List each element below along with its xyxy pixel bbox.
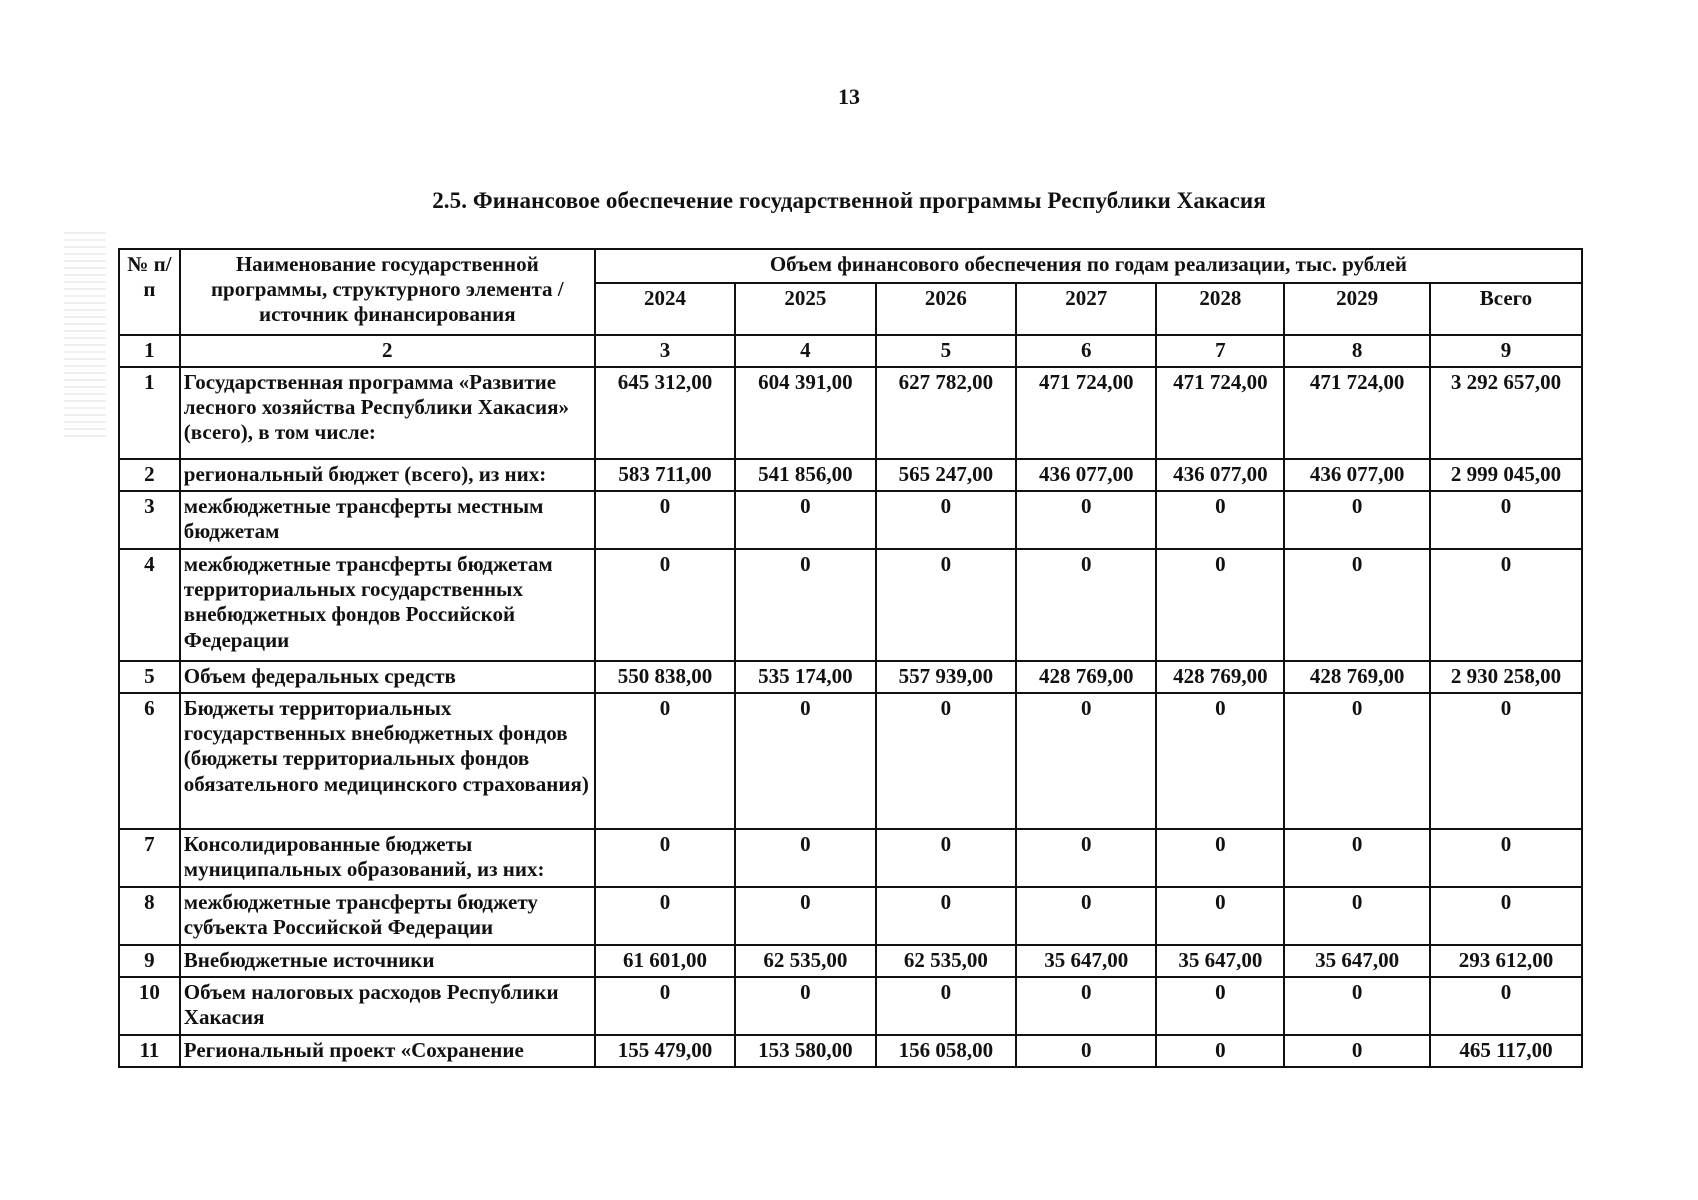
row-value: 0 [1284,693,1430,829]
table-row [119,977,1582,1035]
row-value: 0 [1284,549,1430,661]
row-value: 62 535,00 [876,945,1016,977]
row-number: 10 [119,977,180,1035]
header-year: 2024 [595,283,735,335]
column-index-row [119,335,1582,367]
row-value: 428 769,00 [1156,661,1284,693]
row-value: 0 [735,829,875,887]
table-row [119,661,1582,693]
row-total: 2 930 258,00 [1430,661,1582,693]
row-number: 4 [119,549,180,661]
row-value: 0 [876,829,1016,887]
row-value: 35 647,00 [1016,945,1156,977]
row-value: 436 077,00 [1156,459,1284,491]
header-year: 2027 [1016,283,1156,335]
row-number: 2 [119,459,180,491]
row-value: 471 724,00 [1284,367,1430,459]
column-index: 3 [595,335,735,367]
row-value: 557 939,00 [876,661,1016,693]
row-value: 0 [876,977,1016,1035]
column-index: 4 [735,335,875,367]
row-total: 0 [1430,693,1582,829]
row-total: 3 292 657,00 [1430,367,1582,459]
row-number: 5 [119,661,180,693]
header-total: Всего [1430,283,1582,335]
row-value: 0 [876,693,1016,829]
column-index: 9 [1430,335,1582,367]
row-name: межбюджетные трансферты бюджету субъекта Российской Федерации [180,887,595,945]
table-row [119,829,1582,887]
row-value: 61 601,00 [595,945,735,977]
row-value: 0 [1284,977,1430,1035]
row-number: 9 [119,945,180,977]
financing-table [118,248,1583,1068]
page-number: 13 [838,84,860,109]
row-name: межбюджетные трансферты бюджетам территориальных государственных внебюджетных фондов Российской Федерации [180,549,595,661]
row-number: 8 [119,887,180,945]
table-row [119,367,1582,459]
row-value: 541 856,00 [735,459,875,491]
row-value: 436 077,00 [1016,459,1156,491]
row-number: 7 [119,829,180,887]
row-value: 0 [1284,1035,1430,1067]
row-number: 11 [119,1035,180,1067]
row-total: 0 [1430,829,1582,887]
row-name: Консолидированные бюджеты муниципальных образований, из них: [180,829,595,887]
row-number: 3 [119,491,180,549]
row-name: Бюджеты территориальных государственных внебюджетных фондов (бюджеты территориальных фондов обязательного медицинского страхования) [180,693,595,829]
row-value: 0 [1156,693,1284,829]
row-value: 0 [1156,887,1284,945]
table-row [119,549,1582,661]
row-number: 1 [119,367,180,459]
row-value: 0 [595,693,735,829]
row-value: 471 724,00 [1156,367,1284,459]
row-total: 0 [1430,491,1582,549]
row-value: 62 535,00 [735,945,875,977]
row-value: 35 647,00 [1156,945,1284,977]
row-name: Внебюджетные источники [180,945,595,977]
row-value: 0 [1284,887,1430,945]
column-index: 8 [1284,335,1430,367]
row-value: 0 [1016,977,1156,1035]
row-value: 0 [1156,1035,1284,1067]
row-value: 0 [1016,549,1156,661]
row-value: 0 [1284,491,1430,549]
row-total: 0 [1430,887,1582,945]
row-value: 0 [595,549,735,661]
row-total: 465 117,00 [1430,1035,1582,1067]
row-value: 550 838,00 [595,661,735,693]
row-value: 0 [1016,693,1156,829]
row-value: 0 [1016,491,1156,549]
header-row-1 [119,249,1582,283]
row-value: 0 [1016,829,1156,887]
row-total: 0 [1430,549,1582,661]
row-value: 0 [1284,829,1430,887]
header-year: 2025 [735,283,875,335]
row-total: 293 612,00 [1430,945,1582,977]
row-value: 0 [595,977,735,1035]
row-name: региональный бюджет (всего), из них: [180,459,595,491]
row-value: 627 782,00 [876,367,1016,459]
table-body [119,367,1582,1067]
table-row [119,693,1582,829]
row-name: Региональный проект «Сохранение [180,1035,595,1067]
row-value: 0 [1016,887,1156,945]
row-value: 0 [595,491,735,549]
row-value: 0 [595,887,735,945]
row-number: 6 [119,693,180,829]
section-title: 2.5. Финансовое обеспечение государственной программы Республики Хакасия [432,188,1266,213]
row-value: 0 [1156,829,1284,887]
table-row [119,491,1582,549]
row-value: 565 247,00 [876,459,1016,491]
row-value: 428 769,00 [1284,661,1430,693]
row-name: Объем налоговых расходов Республики Хакасия [180,977,595,1035]
row-value: 0 [1016,1035,1156,1067]
row-value: 0 [1156,549,1284,661]
header-num: № п/п [119,249,180,335]
column-index: 6 [1016,335,1156,367]
row-value: 35 647,00 [1284,945,1430,977]
header-year: 2028 [1156,283,1284,335]
margin-stamp [64,232,106,442]
header-name: Наименование государственной программы, структурного элемента / источник финансирования [180,249,595,335]
row-total: 0 [1430,977,1582,1035]
row-name: межбюджетные трансферты местным бюджетам [180,491,595,549]
row-value: 0 [735,491,875,549]
column-index: 2 [180,335,595,367]
row-value: 0 [876,887,1016,945]
row-value: 471 724,00 [1016,367,1156,459]
row-value: 0 [876,491,1016,549]
column-index: 7 [1156,335,1284,367]
row-value: 0 [1156,491,1284,549]
column-index: 1 [119,335,180,367]
header-year: 2029 [1284,283,1430,335]
row-value: 0 [735,693,875,829]
row-value: 0 [735,549,875,661]
table-row [119,887,1582,945]
column-index: 5 [876,335,1016,367]
row-value: 153 580,00 [735,1035,875,1067]
row-name: Государственная программа «Развитие лесного хозяйства Республики Хакасия» (всего), в том числе: [180,367,595,459]
row-name: Объем федеральных средств [180,661,595,693]
row-value: 583 711,00 [595,459,735,491]
table-row [119,459,1582,491]
row-value: 0 [1156,977,1284,1035]
row-total: 2 999 045,00 [1430,459,1582,491]
row-value: 436 077,00 [1284,459,1430,491]
table-row [119,945,1582,977]
table-row [119,1035,1582,1067]
row-value: 604 391,00 [735,367,875,459]
row-value: 535 174,00 [735,661,875,693]
row-value: 0 [595,829,735,887]
row-value: 428 769,00 [1016,661,1156,693]
row-value: 0 [876,549,1016,661]
row-value: 0 [735,887,875,945]
header-group: Объем финансового обеспечения по годам реализации, тыс. рублей [595,249,1582,283]
row-value: 645 312,00 [595,367,735,459]
row-value: 155 479,00 [595,1035,735,1067]
header-year: 2026 [876,283,1016,335]
row-value: 156 058,00 [876,1035,1016,1067]
row-value: 0 [735,977,875,1035]
